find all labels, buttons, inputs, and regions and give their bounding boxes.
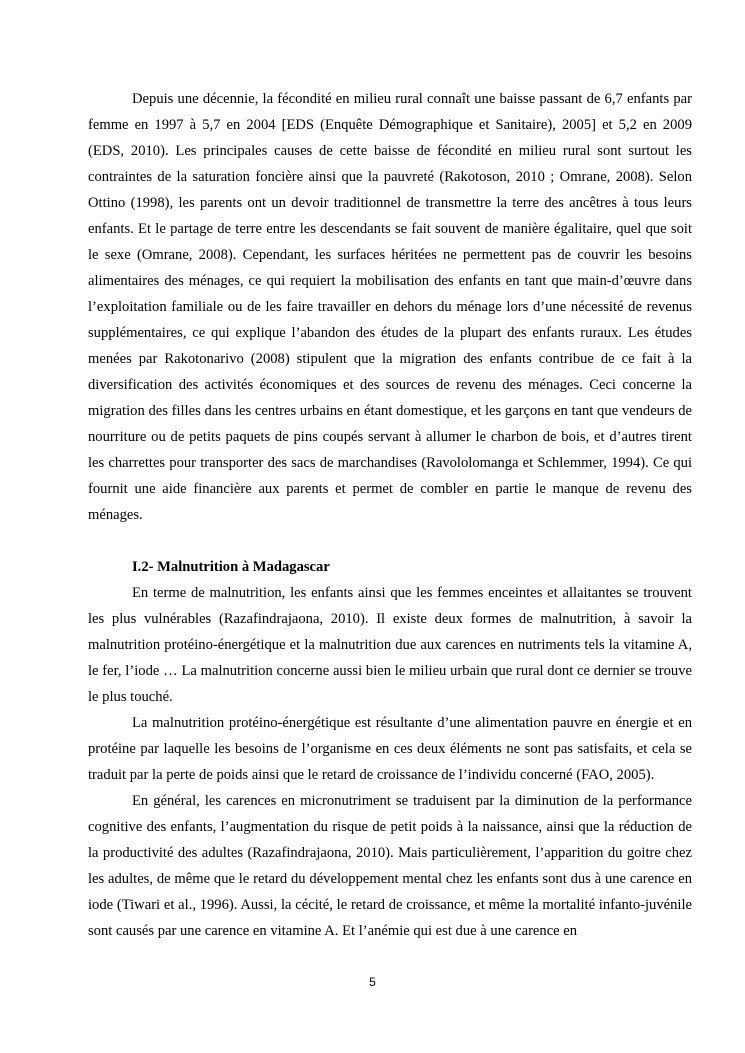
paragraph-fertility: Depuis une décennie, la fécondité en milieu rural connaît une baisse passant de 6,7 enfants par femme en 1997 à 5,7 en 2004 [EDS (Enquête Démographique et Sanitaire), 2005] et 5,2 en 2009 (EDS, 2010). Les principales causes de cette baisse de fécondité en milieu rural sont surtout les contraintes de la saturation foncière ainsi que la pauvreté (Rakotoson, 2010 ; Omrane, 2008). Selon Ottino (1998), les parents ont un devoir traditionnel de transmettre la terre des ancêtres à tous leurs enfants. Et le partage de terre entre les descendants se fait souvent de manière égalitaire, quel que soit le sexe (Omrane, 2008). Cependant, les surfaces héritées ne permettent pas de couvrir les besoins alimentaires des ménages, ce qui requiert la mobilisation des enfants en tant que main-d’œuvre dans l’exploitation familiale ou de les faire travailler en dehors du ménage lors d’une nécessité de revenus supplémentaires, ce qui explique l’abandon des études de la plupart des enfants ruraux. Les études menées par Rakotonarivo (2008) stipulent que la migration des enfants contribue de ce fait à la diversification des activités économiques et des sources de revenu des ménages. Ceci concerne la migration des filles dans les centres urbains en étant domestique, et les garçons en tant que vendeurs de nourriture ou de petits paquets de pins coupés servant à allumer le charbon de bois, et d’autres tirent les charrettes pour transporter des sacs de marchandises (Ravololomanga et Schlemmer, 1994). Ce qui fournit une aide financière aux parents et permet de combler en partie le manque de revenu des ménages.: [88, 91, 692, 523]
paragraph-protein-energy: La malnutrition protéino-énergétique est résultante d’une alimentation pauvre en énergie et en protéine par laquelle les besoins de l’organisme en ces deux éléments ne sont pas satisfaits, et cela se traduit par la perte de poids ainsi que le retard de croissance de l’individu concerné (FAO, 2005).: [88, 715, 692, 783]
section-heading: I.2- Malnutrition à Madagascar: [132, 559, 330, 575]
page-content: [88, 86, 692, 944]
section-spacer: [88, 528, 692, 554]
page-number: 5: [369, 975, 376, 989]
paragraph-micronutrients: En général, les carences en micronutriment se traduisent par la diminution de la performance cognitive des enfants, l’augmentation du risque de petit poids à la naissance, ainsi que la réduction de la productivité des adultes (Razafindrajaona, 2010). Mais particulièrement, l’apparition du goitre chez les adultes, de même que le retard du développement mental chez les enfants sont dus à une carence en iode (Tiwari et al., 1996). Aussi, la cécité, le retard de croissance, et même la mortalité infanto-juvénile sont causés par une carence en vitamine A. Et l’anémie qui est due à une carence en: [88, 793, 692, 939]
paragraph-malnutrition-intro: En terme de malnutrition, les enfants ainsi que les femmes enceintes et allaitantes se trouvent les plus vulnérables (Razafindrajaona, 2010). Il existe deux formes de malnutrition, à savoir la malnutrition protéino-énergétique et la malnutrition due aux carences en nutriments tels la vitamine A, le fer, l’iode … La malnutrition concerne aussi bien le milieu urbain que rural dont ce dernier se trouve le plus touché.: [88, 585, 692, 705]
